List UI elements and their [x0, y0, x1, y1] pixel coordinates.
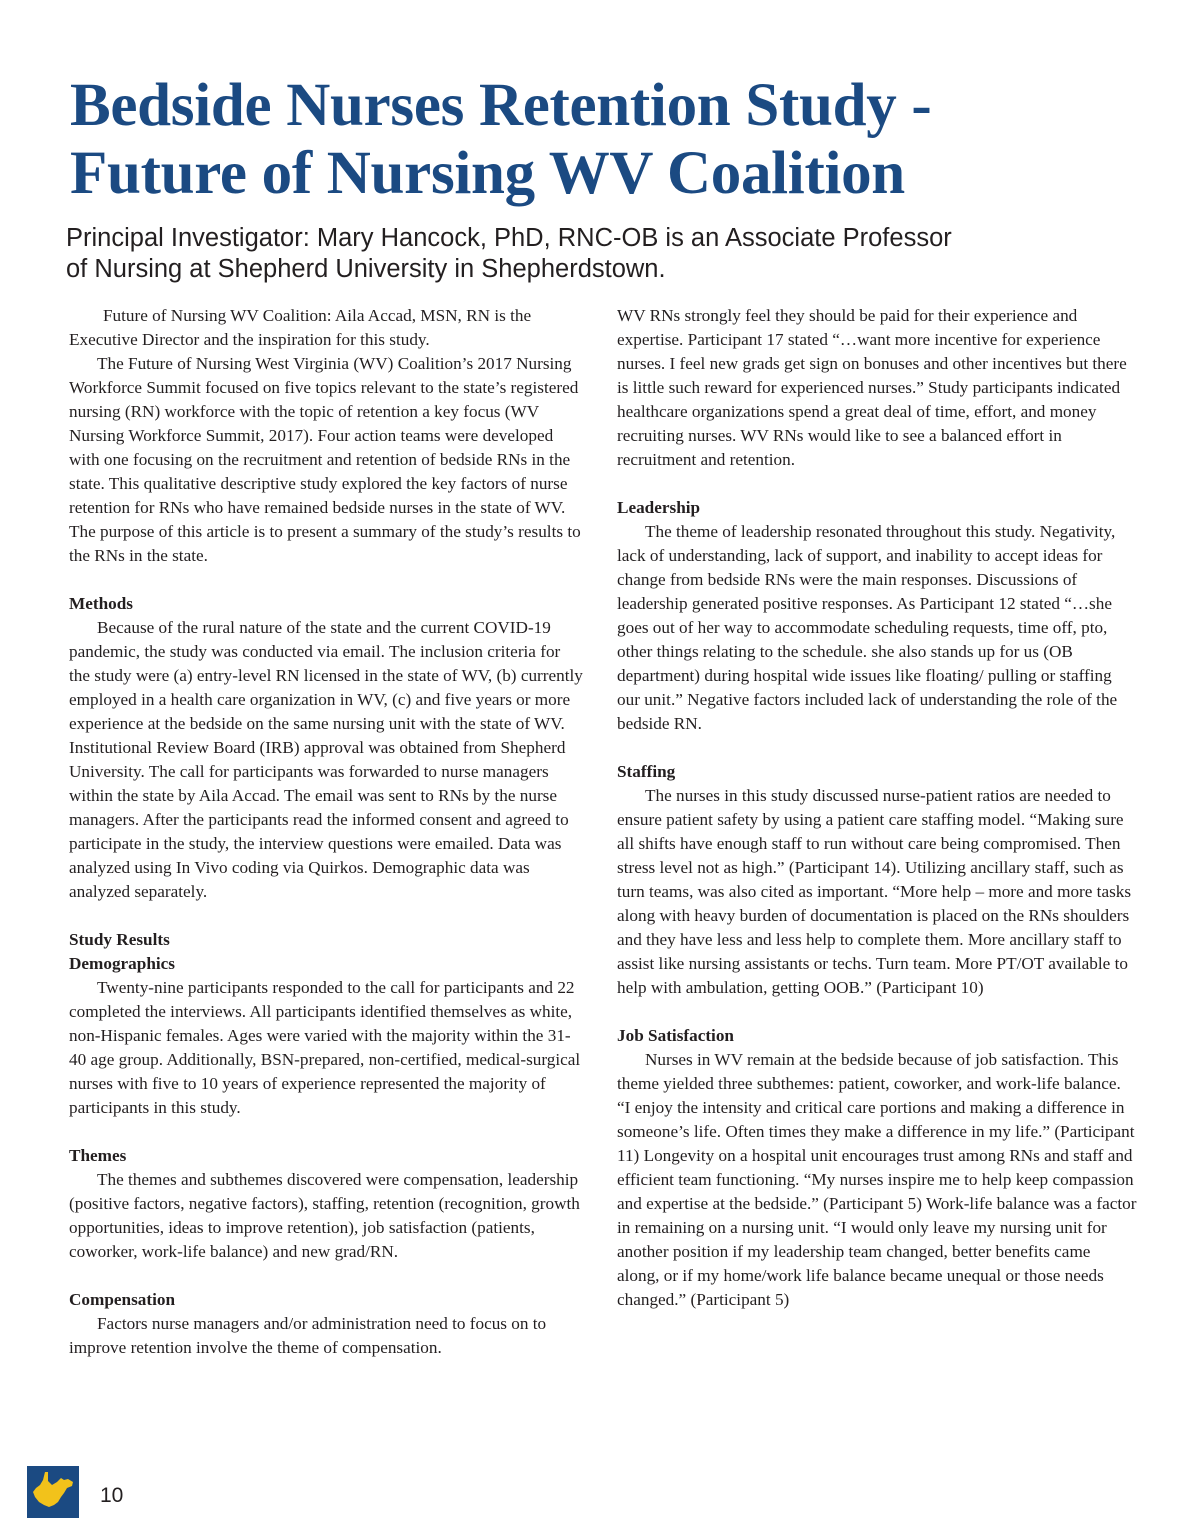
demographics-heading: Demographics: [69, 954, 175, 973]
compensation-continued-paragraph: WV RNs strongly feel they should be paid for their experience and expertise. Participant 17 stated “…want more incentive for experience nurses. I feel new grads get sign on bonuses and other incentives but there is little such reward for experienced nurses.” Study participants indicated healthcare organizations spend a great deal of time, effort, and money recruiting nurses. WV RNs would like to see a balanced effort in recruitment and retention.: [617, 306, 1127, 469]
leadership-paragraph: The theme of leadership resonated throughout this study. Negativity, lack of understanding, lack of support, and inability to accept ideas for change from bedside RNs were the main responses. Discussions of leadership generated positive responses. As Participant 12 stated “…she goes out of her way to accommodate scheduling requests, time off, pto, other things relating to the schedule. she also stands up for us (OB department) during hospital wide issues like floating/ pulling or staffing our unit.” Negative factors included lack of understanding the role of the bedside RN.: [617, 522, 1118, 733]
page-title: [70, 72, 1150, 208]
subtitle-line-2: of Nursing at Shepherd University in Shepherdstown.: [66, 255, 666, 283]
intro-paragraph-1: Future of Nursing WV Coalition: Aila Accad, MSN, RN is the Executive Director and the inspiration for this study.: [69, 306, 532, 349]
job-satisfaction-heading: Job Satisfaction: [617, 1026, 734, 1045]
themes-paragraph: The themes and subthemes discovered were compensation, leadership (positive factors, negative factors), staffing, retention (recognition, growth opportunities, ideas to improve retention), job satisfaction (patients, coworker, work-life balance) and new grad/RN.: [69, 1170, 580, 1261]
methods-paragraph: Because of the rural nature of the state and the current COVID-19 pandemic, the study was conducted via email. The inclusion criteria for the study were (a) entry-level RN licensed in the state of WV, (b) currently employed in a health care organization in WV, (c) and five years or more experience at the bedside on the same nursing unit with the state of WV. Institutional Review Board (IRB) approval was obtained from Shepherd University. The call for participants was forwarded to nurse managers within the state by Aila Accad. The email was sent to RNs by the nurse managers. After the participants read the informed consent and agreed to participate in the study, the interview questions were emailed. Data was analyzed using In Vivo coding via Quirkos. Demographic data was analyzed separately.: [69, 618, 583, 901]
themes-heading: Themes: [69, 1146, 127, 1165]
left-column: [69, 304, 584, 1360]
subtitle-line-1: Principal Investigator: Mary Hancock, PhD, RNC-OB is an Associate Professor: [66, 224, 952, 252]
principal-investigator-subtitle: [66, 223, 1076, 285]
study-results-heading: Study Results: [69, 930, 170, 949]
job-satisfaction-paragraph: Nurses in WV remain at the bedside because of job satisfaction. This theme yielded three subthemes: patient, coworker, and work-life balance. “I enjoy the intensity and critical care portions and making a difference in someone’s life. Often times they make a difference in my life.” (Participant 11) Longevity on a hospital unit encourages trust among RNs and staff and efficient team functioning. “My nurses inspire me to help keep compassion and expertise at the bedside.” (Participant 5) Work-life balance was a factor in remaining on a nursing unit. “I would only leave my nursing unit for another position if my leadership team changed, better benefits came along, or if my home/work life balance became unequal or those needs changed.” (Participant 5): [617, 1050, 1137, 1309]
page-number: 10: [100, 1484, 124, 1507]
leadership-heading: Leadership: [617, 498, 701, 517]
methods-heading: Methods: [69, 594, 133, 613]
demographics-paragraph: Twenty-nine participants responded to the call for participants and 22 completed the interviews. All participants identified themselves as white, non-Hispanic females. Ages were varied with the majority within the 31-40 age group. Additionally, BSN-prepared, non-certified, medical-surgical nurses with five to 10 years of experience represented the majority of participants in this study.: [69, 978, 581, 1117]
compensation-heading: Compensation: [69, 1290, 176, 1309]
right-column: [617, 304, 1137, 1312]
title-line-2: Future of Nursing WV Coalition: [70, 140, 905, 207]
west-virginia-map-icon: [27, 1466, 79, 1518]
staffing-paragraph: The nurses in this study discussed nurse-patient ratios are needed to ensure patient safety by using a patient care staffing model. “Making sure all shifts have enough staff to run without care being compromised. Then stress level not as high.” (Participant 14). Utilizing ancillary staff, such as turn teams, was also cited as important. “More help – more and more tasks along with heavy burden of documentation is placed on the RNs shoulders and they have less and less help to complete them. More ancillary staff to assist like nursing assistants or techs. Turn team. More PT/OT available to help with ambulation, getting OOB.” (Participant 10): [617, 786, 1132, 997]
title-line-1: Bedside Nurses Retention Study -: [70, 72, 932, 139]
intro-paragraph-2: The Future of Nursing West Virginia (WV) Coalition’s 2017 Nursing Workforce Summit focused on five topics relevant to the state’s registered nursing (RN) workforce with the topic of retention a key focus (WV Nursing Workforce Summit, 2017). Four action teams were developed with one focusing on the recruitment and retention of bedside RNs in the state. This qualitative descriptive study explored the key factors of nurse retention for RNs who have remained bedside nurses in the state of WV. The purpose of this article is to present a summary of the study’s results to the RNs in the state.: [69, 354, 581, 565]
compensation-paragraph: Factors nurse managers and/or administration need to focus on to improve retention involve the theme of compensation.: [69, 1314, 547, 1357]
staffing-heading: Staffing: [617, 762, 676, 781]
